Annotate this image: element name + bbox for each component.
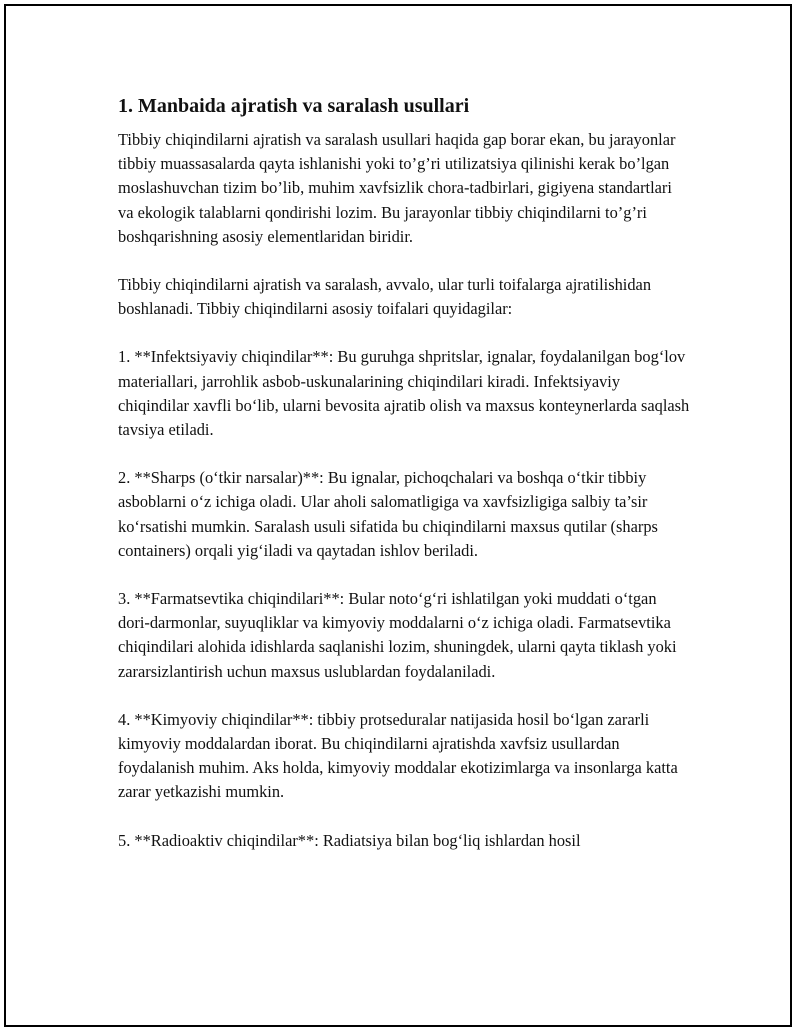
list-item-radioactive-waste: 5. **Radioaktiv chiqindilar**: Radiatsiya bilan bog‘liq ishlardan hosil (118, 830, 581, 850)
document-body (118, 92, 690, 877)
intro-paragraph: Tibbiy chiqindilarni ajratish va saralash usullari haqida gap borar ekan, bu jarayonlar tibbiy muassasalarda qayta ishlanishi yoki to’g’ri utilizatsiya qilinishi kerak bo’lgan moslashuvchan tizim bo’lib, muhim xavfsizlik chora-tadbirlari, gigiyena standartlari va ekologik talablarni qondirishi lozim. Bu jarayonlar tibbiy chiqindilarni to’g’ri boshqarishning asosiy elementlaridan biridir. (118, 130, 676, 246)
section-heading: 1. Manbaida ajratish va saralash usullari (118, 95, 470, 117)
list-item-sharps: 2. **Sharps (o‘tkir narsalar)**: Bu ignalar, pichoqchalari va boshqa o‘tkir tibbiy asboblarni o‘z ichiga oladi. Ular aholi salomatligiga va xavfsizligiga salbiy ta’sir ko‘rsatishi mumkin. Saralash usuli sifatida bu chiqindilarni maxsus qutilar (sharps containers) orqali yig‘iladi va qaytadan ishlov beriladi. (118, 468, 658, 560)
categories-intro-paragraph: Tibbiy chiqindilarni ajratish va saralash, avvalo, ular turli toifalarga ajratilishidan boshlanadi. Tibbiy chiqindilarni asosiy toifalari quyidagilar: (118, 275, 652, 319)
list-item-pharmaceutical-waste: 3. **Farmatsevtika chiqindilari**: Bular noto‘g‘ri ishlatilgan yoki muddati o‘tgan dori-darmonlar, suyuqliklar va kimyoviy moddalarni o‘z ichiga oladi. Farmatsevtika chiqindilari alohida idishlarda saqlanishi lozim, shuningdek, ularni qayta tiklash yoki zararsizlantirish uchun maxsus uslublardan foydalaniladi. (118, 589, 677, 681)
list-item-infectious-waste: 1. **Infektsiyaviy chiqindilar**: Bu guruhga shpritslar, ignalar, foydalanilgan bog‘lov materiallari, jarrohlik asbob-uskunalarining chiqindilari kiradi. Infektsiyaviy chiqindilar xavfli bo‘lib, ularni bevosita ajratib olish va maxsus konteynerlarda saqlash tavsiya etiladi. (118, 347, 690, 440)
list-item-chemical-waste: 4. **Kimyoviy chiqindilar**: tibbiy protseduralar natijasida hosil bo‘lgan zararli kimyoviy moddalardan iborat. Bu chiqindilarni ajratishda xavfsiz usullardan foydalanish muhim. Aks holda, kimyoviy moddalar ekotizimlarga va insonlarga katta zarar yetkazishi mumkin. (118, 709, 678, 802)
